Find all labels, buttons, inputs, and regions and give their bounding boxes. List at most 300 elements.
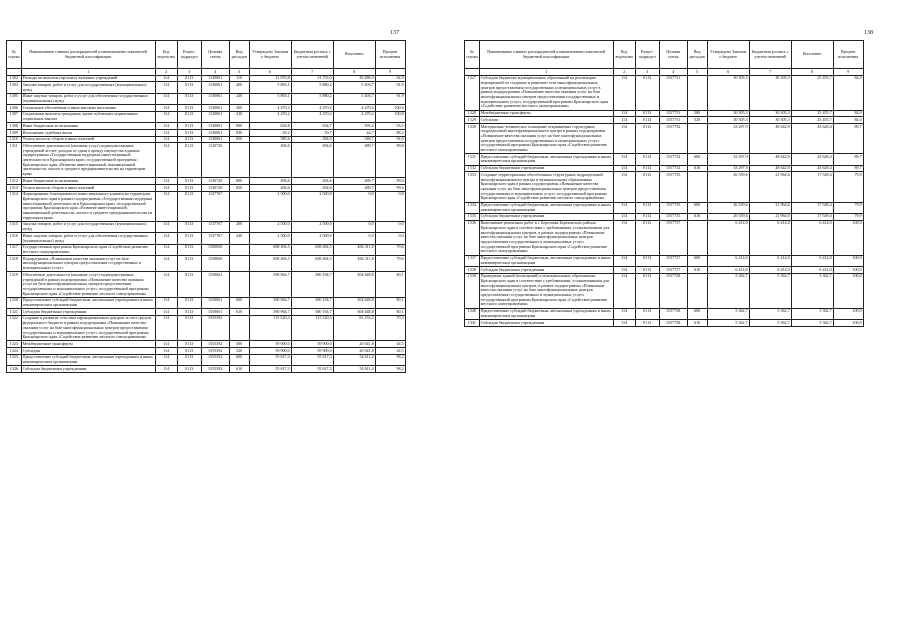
section-code-cell: 0113 — [177, 185, 201, 192]
execution-percent-cell: 89,7 — [833, 124, 863, 154]
approved-amount-cell: 5 362,7 — [707, 308, 749, 319]
executed-amount-cell: 43 628,4 — [791, 165, 833, 172]
budget-schedule-cell: 59 900,0 — [291, 341, 333, 348]
target-article-cell: 1557755 — [659, 202, 687, 213]
target-article-cell: 1557758 — [659, 320, 687, 327]
dept-code-cell: 114 — [613, 154, 635, 165]
expense-type-cell — [229, 244, 249, 255]
dept-code-cell: 114 — [613, 267, 635, 274]
budget-schedule-cell: 2 500,0 — [291, 191, 333, 221]
header-cell: № строки — [465, 41, 480, 69]
row-name-cell: Субсидии бюджетным учреждениям — [479, 320, 613, 327]
target-article-cell: 1557751 — [659, 110, 687, 117]
dept-code-cell: 114 — [613, 320, 635, 327]
table-row — [7, 111, 406, 122]
approved-amount-cell: 4 470,2 — [249, 111, 291, 122]
page-number: 138 — [864, 30, 873, 36]
row-name-cell: Социальное обеспечение и иные выплаты населению — [21, 105, 155, 112]
section-code-cell: 0113 — [635, 255, 659, 266]
approved-amount-cell: 634,8 — [249, 123, 291, 130]
approved-amount-cell: 31 870,8 — [249, 75, 291, 82]
section-code-cell: 0113 — [635, 308, 659, 319]
executed-amount-cell: 17 549,4 — [791, 213, 833, 220]
budget-schedule-cell: 494,6 — [291, 185, 333, 192]
approved-amount-cell: 55 617,3 — [249, 366, 291, 373]
approved-amount-cell: 59 900,0 — [249, 348, 291, 355]
dept-code-cell: 114 — [155, 143, 177, 178]
expense-type-cell — [229, 191, 249, 221]
row-name-cell: Межбюджетные трансферты — [479, 110, 613, 117]
header-cell: Исполнено — [333, 41, 375, 69]
table-row — [465, 255, 864, 266]
dept-code-cell: 114 — [155, 315, 177, 341]
budget-schedule-cell: 50,7 — [291, 130, 333, 137]
budget-schedule-cell: 2 500,0 — [291, 221, 333, 232]
header-cell: Бюджетная роспись с учетом изменений — [291, 41, 333, 69]
approved-amount-cell: 26 539,6 — [707, 172, 749, 202]
budget-schedule-cell: 55 617,3 — [291, 366, 333, 373]
section-code-cell: 0113 — [635, 172, 659, 202]
budget-schedule-cell: 2 500,0 — [291, 233, 333, 244]
header-cell: Утверждено Законом о бюджете — [707, 41, 749, 69]
execution-percent-cell: 80,1 — [375, 309, 405, 316]
dept-code-cell: 114 — [613, 117, 635, 124]
colnum-cell: 5 — [229, 69, 249, 76]
approved-amount-cell: 30 305,3 — [707, 110, 749, 117]
header-cell: Процент исполнения — [375, 41, 405, 69]
approved-amount-cell: 494,6 — [249, 143, 291, 178]
dept-code-cell: 114 — [155, 297, 177, 308]
execution-percent-cell: 100,0 — [833, 255, 863, 266]
row-name-cell: Государственная программа Красноярского края «Содействие развитию местного самоуправления» — [21, 244, 155, 255]
target-article-cell: 1130061 — [201, 123, 229, 130]
executed-amount-cell: 43 628,4 — [791, 124, 833, 154]
approved-amount-cell: 115 520,3 — [249, 315, 291, 341]
budget-schedule-cell: 21 964,6 — [749, 172, 791, 202]
row-number-cell: 1322 — [7, 315, 22, 341]
header-cell: Процент исполнения — [833, 41, 863, 69]
colnum-cell: 7 — [291, 69, 333, 76]
dept-code-cell: 114 — [155, 185, 177, 192]
budget-schedule-cell: 584,0 — [291, 136, 333, 143]
row-number-cell: 1325 — [7, 354, 22, 365]
table-row — [465, 267, 864, 274]
table-row — [465, 202, 864, 213]
colnum-cell: 3 — [177, 69, 201, 76]
header-cell: Наименование главных распорядителей и наименование показателей бюджетной классификации — [21, 41, 155, 69]
approved-amount-cell: 33 297,9 — [707, 154, 749, 165]
dept-code-cell: 114 — [155, 178, 177, 185]
row-number-cell: 1334 — [465, 202, 480, 213]
execution-percent-cell: 100,0 — [375, 105, 405, 112]
header-cell: Целевая статья — [201, 41, 229, 69]
budget-schedule-cell: 6 414,0 — [749, 220, 791, 255]
header-cell: Целевая статья — [659, 41, 687, 69]
executed-amount-cell: 5 362,7 — [791, 308, 833, 319]
table-row — [7, 354, 406, 365]
executed-amount-cell: 5 403,7 — [333, 93, 375, 104]
table-row — [7, 297, 406, 308]
expense-type-cell: 520 — [687, 117, 707, 124]
row-number-cell: 1302 — [7, 75, 22, 82]
row-number-cell: 1331 — [465, 154, 480, 165]
page-right — [462, 0, 900, 640]
colnum-cell: 1 — [21, 69, 155, 76]
execution-percent-cell: 92,9 — [375, 75, 405, 82]
approved-amount-cell: 2 500,0 — [249, 191, 291, 221]
executed-amount-cell: 54 611,4 — [333, 354, 375, 365]
colnum-cell: 8 — [791, 69, 833, 76]
execution-percent-cell: 0,0 — [375, 191, 405, 221]
target-article-cell: 1557758 — [659, 273, 687, 308]
budget-schedule-cell: 5 362,7 — [749, 320, 791, 327]
row-number-cell: 1306 — [7, 105, 22, 112]
approved-amount-cell: 26 539,6 — [707, 213, 749, 220]
row-number-cell: 1321 — [7, 309, 22, 316]
header-cell: Код ведомства — [155, 41, 177, 69]
approved-amount-cell: 390 964,7 — [249, 309, 291, 316]
row-name-cell: Субсидии бюджетам муниципальных образований на реализацию мероприятий по созданию и развитию сети многофункциональных центров предоставления государственных и муниципальных услуг в рамках подпрограммы «Повышение качества оказания услуг на базе многофункциональных центров предоставления государственных и муниципальных услуг» государственной программы Красноярского края «Содействие развитию местного самоуправления» — [479, 75, 613, 110]
expense-type-cell: 610 — [687, 213, 707, 220]
section-code-cell: 0113 — [635, 320, 659, 327]
dept-code-cell: 114 — [613, 124, 635, 154]
expense-type-cell — [229, 315, 249, 341]
expense-type-cell: 600 — [687, 308, 707, 319]
table-row — [465, 75, 864, 110]
table-row — [7, 315, 406, 341]
execution-percent-cell: 99,0 — [375, 178, 405, 185]
row-name-cell: Субсидии — [21, 348, 155, 355]
table-row — [7, 75, 406, 82]
expense-type-cell: 830 — [229, 130, 249, 137]
target-article-cell: 1557752 — [659, 124, 687, 154]
header-cell: Исполнено — [791, 41, 833, 69]
approved-amount-cell: 30 305,3 — [707, 75, 749, 110]
table-row — [7, 191, 406, 221]
execution-percent-cell: 44,5 — [375, 348, 405, 355]
execution-percent-cell: 94,0 — [375, 136, 405, 143]
header-cell: Утверждено Законом о бюджете — [249, 41, 291, 69]
section-code-cell: 0113 — [177, 233, 201, 244]
dept-code-cell: 114 — [613, 220, 635, 255]
target-article-cell: 1555392 — [201, 348, 229, 355]
row-number-cell: 1313 — [7, 185, 22, 192]
target-article-cell: 1550061 — [201, 309, 229, 316]
budget-schedule-cell: 380 194,7 — [291, 297, 333, 308]
budget-schedule-cell: 380 194,7 — [291, 272, 333, 298]
table-row — [7, 93, 406, 104]
execution-percent-cell: 100,0 — [833, 320, 863, 327]
table-row — [465, 165, 864, 172]
colnum-cell: 7 — [749, 69, 791, 76]
row-name-cell: Предоставление субсидий бюджетным, автономным учреждениям и иным некоммерческим организациям — [21, 297, 155, 308]
target-article-cell: 1130061 — [201, 105, 229, 112]
dept-code-cell: 114 — [613, 172, 635, 202]
table-row — [465, 110, 864, 117]
executed-amount-cell: 593,4 — [333, 123, 375, 130]
row-name-cell: Субсидии бюджетным учреждениям — [21, 309, 155, 316]
table-row — [7, 233, 406, 244]
row-name-cell: Исполнение судебных актов — [21, 130, 155, 137]
colnum-cell — [465, 69, 480, 76]
table-row — [7, 221, 406, 232]
budget-schedule-cell: 5 362,7 — [749, 273, 791, 308]
section-code-cell: 0113 — [177, 75, 201, 82]
row-number-cell: 1308 — [7, 123, 22, 130]
row-number-cell: 1330 — [465, 124, 480, 154]
budget-schedule-cell: 380 194,7 — [291, 309, 333, 316]
execution-percent-cell: 89,7 — [833, 154, 863, 165]
executed-amount-cell: 5 362,7 — [791, 320, 833, 327]
budget-schedule-cell: 4 470,2 — [291, 111, 333, 122]
approved-amount-cell: 6 414,0 — [707, 255, 749, 266]
dept-code-cell: 114 — [613, 213, 635, 220]
section-code-cell: 0113 — [177, 348, 201, 355]
target-article-cell: 1130061 — [201, 93, 229, 104]
table-row — [465, 320, 864, 327]
colnum-cell: 2 — [613, 69, 635, 76]
approved-amount-cell: 585,6 — [249, 136, 291, 143]
row-number-cell: 1305 — [7, 93, 22, 104]
dept-code-cell: 114 — [155, 221, 177, 232]
header-cell: Раздел-подраздел — [177, 41, 201, 69]
executed-amount-cell: 17 549,4 — [791, 202, 833, 213]
budget-schedule-cell: 5 362,7 — [749, 308, 791, 319]
expense-type-cell: 610 — [229, 309, 249, 316]
approved-amount-cell: 6 414,0 — [707, 220, 749, 255]
budget-schedule-cell: 21 964,6 — [749, 202, 791, 213]
header-cell: № строки — [7, 41, 22, 69]
target-article-cell: 1557755 — [659, 172, 687, 202]
table-body — [465, 75, 864, 326]
table-row — [7, 309, 406, 316]
execution-percent-cell: 100,0 — [833, 308, 863, 319]
approved-amount-cell: 494,6 — [249, 178, 291, 185]
row-name-cell: Закупка товаров, работ и услуг для государственных (муниципальных) нужд — [21, 221, 155, 232]
executed-amount-cell: 6 414,0 — [791, 255, 833, 266]
execution-percent-cell: 80,1 — [375, 272, 405, 298]
section-code-cell: 0113 — [177, 143, 201, 178]
execution-percent-cell: 79,9 — [833, 172, 863, 202]
target-article-cell: 1555392 — [201, 366, 229, 373]
row-name-cell: Субсидии бюджетным учреждениям — [479, 267, 613, 274]
row-name-cell: Предоставление субсидий бюджетным, автономным учреждениям и иным некоммерческим организациям — [21, 354, 155, 365]
colnum-cell: 5 — [687, 69, 707, 76]
target-article-cell: 1130720 — [201, 143, 229, 178]
table-row — [7, 341, 406, 348]
row-name-cell: Иные бюджетные ассигнования — [21, 123, 155, 130]
target-article-cell: 1130061 — [201, 75, 229, 82]
expense-type-cell — [687, 75, 707, 110]
budget-schedule-cell: 634,7 — [291, 123, 333, 130]
dept-code-cell: 114 — [155, 123, 177, 130]
row-name-cell: Создание территориально обособленных структурных подразделений многофункционального центра в муниципальных образованиях Красноярского края в рамках подпрограммы «Повышение качества оказания услуг на базе многофункциональных центров предоставления государственных и муниципальных услуг» государственной программы Красноярского края «Содействие развитию местного самоуправления» — [479, 172, 613, 202]
target-article-cell: 1550061 — [201, 272, 229, 298]
section-code-cell: 0113 — [635, 213, 659, 220]
row-number-cell: 1332 — [465, 165, 480, 172]
target-article-cell: 1557757 — [659, 267, 687, 274]
expense-type-cell: 240 — [229, 233, 249, 244]
expense-type-cell — [229, 256, 249, 272]
target-article-cell: 1555392 — [201, 341, 229, 348]
execution-percent-cell: 98,2 — [375, 366, 405, 373]
budget-schedule-cell: 494,6 — [291, 143, 333, 178]
section-code-cell: 0113 — [177, 82, 201, 93]
target-article-cell: 1550061 — [201, 297, 229, 308]
section-code-cell: 0113 — [177, 105, 201, 112]
table-row — [7, 366, 406, 373]
budget-schedule-cell: 494,6 — [291, 178, 333, 185]
row-name-cell: Закупка товаров, работ и услуг для государственных (муниципальных) нужд — [21, 82, 155, 93]
execution-percent-cell: 79,9 — [833, 213, 863, 220]
dept-code-cell: 114 — [613, 255, 635, 266]
target-article-cell: 1557751 — [659, 75, 687, 110]
budget-schedule-cell: 55 617,3 — [291, 354, 333, 365]
section-code-cell: 0113 — [177, 111, 201, 122]
table-row — [465, 213, 864, 220]
header-cell: Раздел-подраздел — [635, 41, 659, 69]
row-number-cell: 1317 — [7, 244, 22, 255]
row-name-cell: Приведение зданий (помещений) в муниципальных образованиях Красноярского края в соответствие с требованиями, установленными для многофункциональных центров, в рамках подпрограммы «Повышение качества оказания услуг на базе многофункциональных центров предоставления государственных и муниципальных услуг» государственной программы Красноярского края «Содействие развитию местного самоуправления» — [479, 273, 613, 308]
table-row — [7, 136, 406, 143]
row-number-cell: 1341 — [465, 320, 480, 327]
executed-amount-cell: 29 486,0 — [333, 75, 375, 82]
budget-table — [464, 40, 864, 327]
row-name-cell: Межбюджетные трансферты — [21, 341, 155, 348]
approved-amount-cell: 49,2 — [249, 130, 291, 137]
budget-schedule-cell: 48 642,9 — [749, 124, 791, 154]
budget-schedule-cell: 30 305,3 — [749, 110, 791, 117]
dept-code-cell: 114 — [613, 165, 635, 172]
row-number-cell: 1338 — [465, 267, 480, 274]
executed-amount-cell: 54 611,4 — [333, 366, 375, 373]
section-code-cell: 0113 — [635, 202, 659, 213]
target-article-cell: 1130061 — [201, 82, 229, 93]
dept-code-cell: 114 — [155, 233, 177, 244]
execution-percent-cell: 0,0 — [375, 221, 405, 232]
expense-type-cell: 600 — [229, 297, 249, 308]
approved-amount-cell: 2 500,0 — [249, 233, 291, 244]
row-number-cell: 1318 — [7, 256, 22, 272]
execution-percent-cell: 100,0 — [833, 220, 863, 255]
table-row — [7, 143, 406, 178]
dept-code-cell: 114 — [155, 75, 177, 82]
approved-amount-cell: 2 500,0 — [249, 221, 291, 232]
row-number-cell: 1333 — [465, 172, 480, 202]
execution-percent-cell: 100,0 — [375, 111, 405, 122]
row-number-cell: 1314 — [7, 191, 22, 221]
table-row — [7, 348, 406, 355]
colnum-cell: 8 — [333, 69, 375, 76]
section-code-cell: 0113 — [177, 341, 201, 348]
row-name-cell: Обеспечение деятельности (оказание услуг) подведомственных учреждений за счет доходов от сдачи в аренду имущества в рамках подпрограммы «Государственная поддержка инвестиционной деятельности в Красноярском крае» государственной программы Красноярского края «Развитие инвестиционной, инновационной деятельности, малого и среднего предпринимательства на территории края» — [21, 143, 155, 178]
row-name-cell: Уплата налогов, сборов и иных платежей — [21, 185, 155, 192]
colnum-cell: 2 — [155, 69, 177, 76]
approved-amount-cell: 33 297,9 — [707, 124, 749, 154]
section-code-cell: 0113 — [177, 178, 201, 185]
budget-schedule-cell: 5 880,2 — [291, 93, 333, 104]
row-name-cell: Предоставление субсидий бюджетным, автономным учреждениям и иным некоммерческим организациям — [479, 154, 613, 165]
dept-code-cell: 114 — [155, 136, 177, 143]
table-row — [465, 154, 864, 165]
section-code-cell: 0113 — [177, 221, 201, 232]
target-article-cell: 1500000 — [201, 244, 229, 255]
row-name-cell: Подпрограмма «Повышение качества оказания услуг на базе многофункциональных центров предоставления государственных и муниципальных услуг» — [21, 256, 155, 272]
approved-amount-cell: 608 494,5 — [249, 244, 291, 255]
budget-schedule-cell: 21 964,6 — [749, 213, 791, 220]
target-article-cell: 1557758 — [659, 308, 687, 319]
dept-code-cell: 114 — [155, 354, 177, 365]
row-number-cell: 1309 — [7, 130, 22, 137]
budget-schedule-cell: 5 880,2 — [291, 82, 333, 93]
approved-amount-cell: 26 539,6 — [707, 202, 749, 213]
table-row — [7, 244, 406, 255]
colnum-cell: 4 — [659, 69, 687, 76]
budget-schedule-cell: 30 305,3 — [749, 75, 791, 110]
executed-amount-cell: 0,0 — [333, 191, 375, 221]
execution-percent-cell: 79,9 — [833, 202, 863, 213]
table-row — [465, 124, 864, 154]
approved-amount-cell: 33 297,9 — [707, 165, 749, 172]
table-row — [465, 220, 864, 255]
expense-type-cell: 610 — [687, 267, 707, 274]
section-code-cell: 0113 — [177, 256, 201, 272]
expense-type-cell: 600 — [229, 354, 249, 365]
executed-amount-cell: 25 455,7 — [791, 75, 833, 110]
target-article-cell: 1137767 — [201, 221, 229, 232]
approved-amount-cell: 5 803,1 — [249, 82, 291, 93]
table-row — [465, 117, 864, 124]
expense-type-cell — [687, 172, 707, 202]
execution-percent-cell: 84,0 — [833, 110, 863, 117]
budget-schedule-cell: 608 494,5 — [291, 244, 333, 255]
target-article-cell: 1130061 — [201, 130, 229, 137]
expense-type-cell: 520 — [229, 348, 249, 355]
table-body — [7, 75, 406, 372]
target-article-cell: 1557751 — [659, 117, 687, 124]
dept-code-cell: 114 — [155, 366, 177, 373]
row-number-cell: 1307 — [7, 111, 22, 122]
dept-code-cell: 114 — [155, 272, 177, 298]
budget-schedule-cell: 6 414,0 — [749, 255, 791, 266]
expense-type-cell: 200 — [229, 82, 249, 93]
execution-percent-cell: 0,0 — [375, 233, 405, 244]
approved-amount-cell: 55 617,3 — [249, 354, 291, 365]
target-article-cell: 1130720 — [201, 185, 229, 192]
execution-percent-cell: 84,0 — [833, 117, 863, 124]
executed-amount-cell: 26 641,8 — [333, 348, 375, 355]
row-name-cell: Иные закупки товаров, работ и услуг для обеспечения государственных (муниципальных) нужд — [21, 233, 155, 244]
expense-type-cell — [687, 273, 707, 308]
approved-amount-cell: 390 964,7 — [249, 272, 291, 298]
section-code-cell: 0113 — [635, 220, 659, 255]
section-code-cell: 0113 — [177, 309, 201, 316]
execution-percent-cell: 99,0 — [375, 143, 405, 178]
section-code-cell: 0113 — [635, 110, 659, 117]
execution-percent-cell: 88,2 — [375, 130, 405, 137]
dept-code-cell: 114 — [155, 130, 177, 137]
expense-type-cell: 320 — [229, 111, 249, 122]
row-name-cell: Предоставление субсидий бюджетным, автономным учреждениям и иным некоммерческим организациям — [479, 308, 613, 319]
executed-amount-cell: 5 403,7 — [333, 82, 375, 93]
dept-code-cell: 114 — [613, 308, 635, 319]
section-code-cell: 0113 — [177, 297, 201, 308]
target-article-cell: 1137767 — [201, 233, 229, 244]
dept-code-cell: 114 — [613, 75, 635, 110]
row-name-cell: Создание и развитие сети многофункциональных центров за счет средств федерального бюджета в рамках подпрограммы «Повышение качества оказания услуг на базе многофункциональных центров предоставления государственных и муниципальных услуг» государственной программы Красноярского края «Содействие развитию местного самоуправления» — [21, 315, 155, 341]
dept-code-cell: 114 — [155, 309, 177, 316]
executed-amount-cell: 6 414,0 — [791, 220, 833, 255]
